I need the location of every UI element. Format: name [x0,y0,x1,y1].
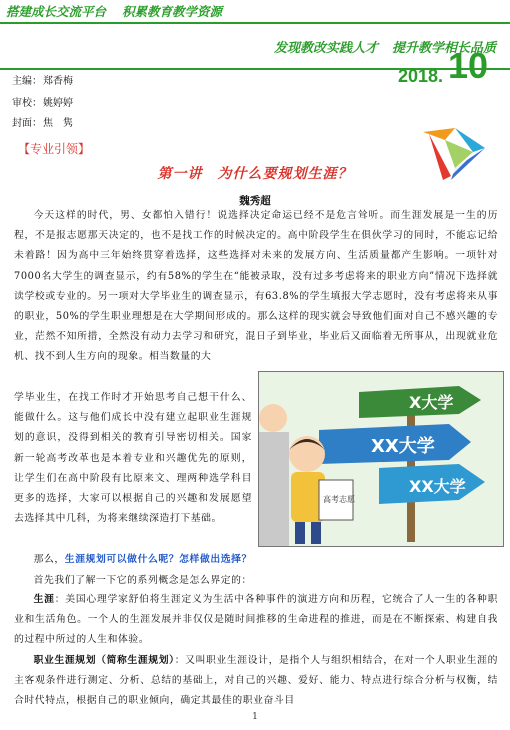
question-text: 生涯规划可以做什么呢？怎样做出选择？ [64,554,252,565]
sign-x-university: X大学 [409,393,454,412]
article-author: 魏秀超 [239,195,271,207]
cover-line [12,114,73,129]
article-paragraph-1 [14,206,498,368]
article-paragraph-1-continued [14,388,252,529]
definition-career-text: ：美国心理学家舒伯将生涯定义为生活中各种事件的演进方向和历程，它统合了人一生的各种职业和生活角色。一个人的生涯发展并非仅仅是随时间推移的生命进程的推进，而是在不断探索、构建自我的过程中所过的人生和体验。 [14,594,499,646]
chief-editor-label: 主编： [12,76,42,87]
section-tag: 【专业引领】 [18,142,91,156]
definition-career [14,590,498,651]
definition-career-planning [14,651,498,712]
sign-xx-university-1: XX大学 [371,436,435,457]
header-slogan [6,2,238,20]
article-paragraph-2 [14,571,498,591]
term-career-planning: 职业生涯规划（简称生涯规划） [33,655,175,666]
sign-xx-university-2: XX大学 [409,477,466,496]
motto-right: 提升教学相长品质 [392,41,497,56]
reviewer-name: 姚婷婷 [43,98,73,109]
paragraph-2-text: 首先我们了解一下它的系列概念是怎么界定的： [33,575,252,586]
definition-career-planning-text: ：又叫职业生涯设计，是指个人与组织相结合，在对一个人职业生涯的主客观条件进行测定、分析、总结的基础上，对自己的兴趣、爱好、能力、特点进行综合分析与权衡，结合时代特点，根据自己的职业倾向，确定其最佳的职业奋斗目 [14,655,499,707]
page-number: 1 [252,712,258,722]
question-prefix: 那么， [33,554,65,565]
header-rule [0,22,510,24]
issue-year: 2018. [398,66,444,86]
reviewer-label: 审校： [12,98,42,109]
book-label: 高考志愿 [323,495,355,504]
paragraph-1-text: 今天这样的时代，男、女都怕入错行！说选择决定命运已经不是危言耸听。而生涯发展是一生的历程，不是报志愿那天决定的，也不是找工作的时候决定的。高中阶段学生在俱伙学习的同时，不能忘记给未着路！因为高中三年始终贯穿着选择，这些选择对未来的发展方向、生活质量都产生影响。一项针对7000名大学生的调查显示，约有58%的学生在“能被录取，没有过多考虑将来的职业方向”情况下选择就读学校或专业的。另一项对大学毕业生的调查显示，有63.8%的学生填报大学志愿时，没有考虑将来从事的职业，50%的学生职业理想是在大学期间形成的。那么这样的现实就会导致他们面对自己不感兴趣的专业，茫然不知所措，全然没有动力去学习和研究，混日子到毕业，毕业后又面临着无所事从，出现就业危机、找不到人生方向的现象。相当数量的大 [14,210,498,363]
slogan-left: 搭建成长交流平台 [6,4,107,19]
reviewer-line [12,94,73,109]
cover-name: 焦 隽 [43,118,73,129]
chief-editor-line [12,72,73,87]
chief-editor-name: 郑香梅 [43,76,73,87]
issue-month: 10 [448,45,489,86]
paragraph-1-continued-text: 学毕业生，在找工作时才开始思考自己想干什么、能做什么。这与他们成长中没有建立起职业生涯规划的意识，没得到相关的教育引导密切相关。国家新一轮高考改革也是本着专业和兴趣优先的原则，让学生们在高中阶段有比原来文、理两种选学科目更多的选择，大家可以根据自己的兴趣和发展愿望去选择其中几科，为将来继续深造打下基础。 [14,392,252,525]
term-career: 生涯 [33,594,55,605]
article-title: 第一讲 为什么要规划生涯？ [157,166,353,182]
cover-label: 封面： [12,118,42,129]
signpost-illustration [258,371,504,547]
motto-left: 发现教改实践人才 [274,41,379,56]
question-line [14,550,498,570]
slogan-right: 积累教育教学资源 [122,4,223,19]
